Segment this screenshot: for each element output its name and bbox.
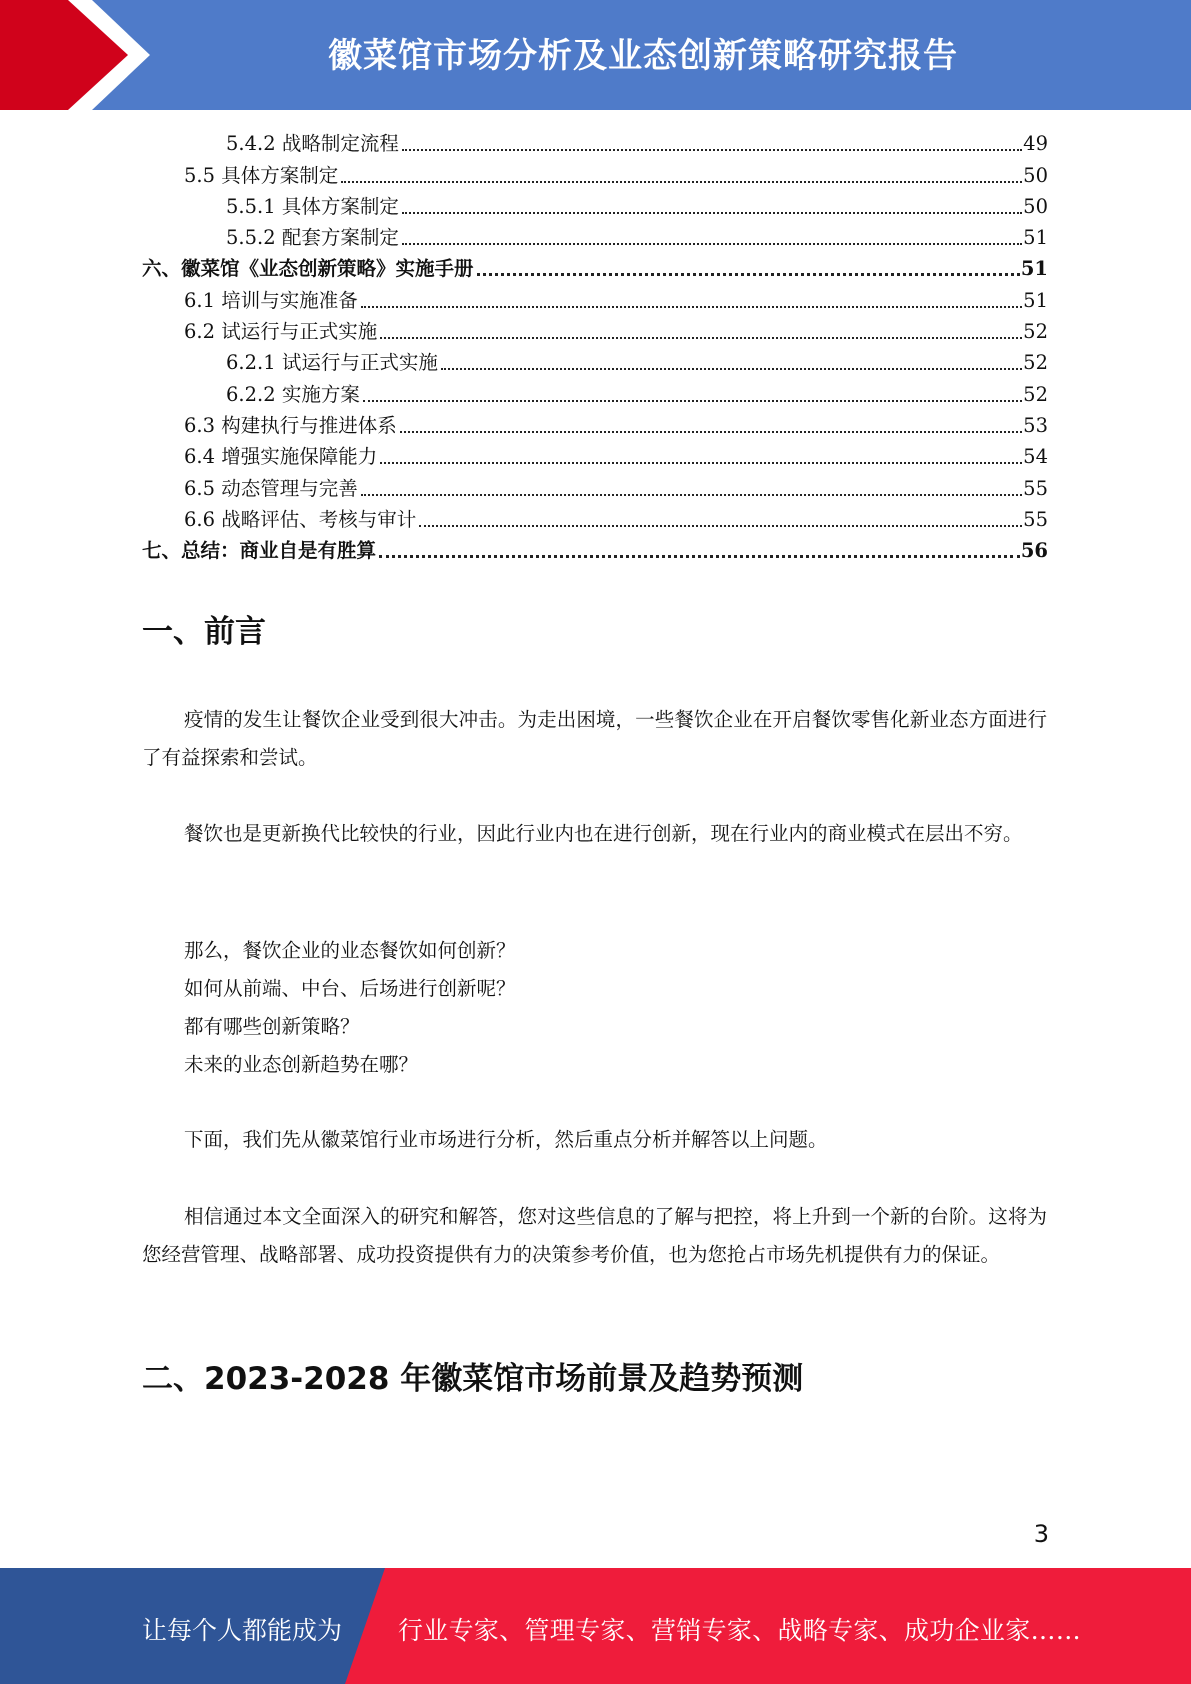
question-item: 都有哪些创新策略？ — [184, 1015, 360, 1038]
toc-entry-page: 56 — [1020, 539, 1048, 563]
page-header — [0, 0, 1191, 110]
toc-dot-leader — [402, 211, 1022, 214]
toc-entry[interactable] — [142, 159, 1048, 190]
toc-dot-leader — [402, 148, 1022, 151]
toc-entry[interactable] — [142, 504, 1048, 535]
toc-dot-leader — [477, 272, 1020, 276]
footer-slogan-left: 让每个人都能成为 — [142, 1616, 343, 1645]
toc-entry-label: 6.2.2 实施方案 — [226, 382, 360, 406]
toc-entry[interactable] — [142, 222, 1048, 253]
section-heading-preface: 一、前言 — [142, 614, 266, 650]
toc-entry-page: 51 — [1023, 226, 1048, 250]
toc-entry-label: 六、徽菜馆《业态创新策略》实施手册 — [142, 257, 474, 281]
toc-entry[interactable] — [142, 316, 1048, 347]
report-title: 徽菜馆市场分析及业态创新策略研究报告 — [328, 36, 958, 76]
toc-dot-leader — [363, 399, 1022, 402]
toc-entry-label: 5.5.1 具体方案制定 — [226, 194, 399, 218]
paragraph: 餐饮也是更新换代比较快的行业，因此行业内也在进行创新，现在行业内的商业模式在层出不穷。 — [184, 822, 1023, 845]
toc-dot-leader — [380, 336, 1022, 339]
toc-dot-leader — [361, 305, 1022, 308]
page-number: 3 — [1033, 1520, 1049, 1548]
paragraph: 疫情的发生让餐饮企业受到很大冲击。为走出困境，一些餐饮企业在开启餐饮零售化新业态方面进行了有益探索和尝试。 — [142, 708, 1047, 769]
page-footer — [0, 1568, 1191, 1684]
paragraph: 下面，我们先从徽菜馆行业市场进行分析，然后重点分析并解答以上问题。 — [184, 1128, 828, 1151]
toc-entry-page: 50 — [1023, 163, 1048, 187]
toc-entry[interactable] — [142, 347, 1048, 378]
toc-dot-leader — [380, 461, 1022, 464]
paragraph: 相信通过本文全面深入的研究和解答，您对这些信息的了解与把控，将上升到一个新的台阶。这将为您经营管理、战略部署、成功投资提供有力的决策参考价值，也为您抢占市场先机提供有力的保证。 — [142, 1205, 1047, 1266]
toc-entry-label: 6.6 战略评估、考核与审计 — [184, 507, 417, 531]
table-of-contents — [142, 128, 1048, 566]
toc-entry-page: 49 — [1023, 132, 1048, 156]
toc-entry-label: 6.3 构建执行与推进体系 — [184, 413, 397, 437]
toc-entry-page: 53 — [1023, 413, 1048, 437]
section-heading-forecast: 二、2023-2028 年徽菜馆市场前景及趋势预测 — [142, 1361, 804, 1397]
toc-entry[interactable] — [142, 378, 1048, 409]
toc-entry-label: 5.4.2 战略制定流程 — [226, 132, 399, 156]
toc-entry-page: 52 — [1023, 351, 1048, 375]
toc-entry-label: 6.2 试运行与正式实施 — [184, 320, 378, 344]
toc-dot-leader — [341, 180, 1022, 183]
toc-entry-page: 50 — [1023, 194, 1048, 218]
question-item: 未来的业态创新趋势在哪？ — [184, 1053, 419, 1076]
toc-entry[interactable] — [142, 253, 1048, 284]
toc-entry-page: 52 — [1023, 382, 1048, 406]
toc-entry-page: 55 — [1023, 507, 1048, 531]
toc-entry-page: 51 — [1020, 257, 1048, 281]
toc-entry-label: 6.4 增强实施保障能力 — [184, 445, 378, 469]
toc-dot-leader — [361, 493, 1022, 496]
question-item: 那么，餐饮企业的业态餐饮如何创新？ — [184, 939, 516, 962]
toc-dot-leader — [379, 554, 1020, 558]
question-list — [184, 932, 516, 1084]
toc-entry[interactable] — [142, 191, 1048, 222]
toc-entry[interactable] — [142, 535, 1048, 566]
toc-entry-label: 6.1 培训与实施准备 — [184, 288, 358, 312]
toc-entry-page: 54 — [1023, 445, 1048, 469]
toc-entry-page: 51 — [1023, 288, 1048, 312]
toc-entry-label: 6.5 动态管理与完善 — [184, 476, 358, 500]
footer-slogan-right: 行业专家、管理专家、营销专家、战略专家、成功企业家…… — [398, 1616, 1082, 1645]
toc-entry[interactable] — [142, 284, 1048, 315]
toc-entry-page: 55 — [1023, 476, 1048, 500]
toc-entry-label: 七、总结：商业自是有胜算 — [142, 539, 377, 563]
toc-entry[interactable] — [142, 472, 1048, 503]
toc-dot-leader — [402, 242, 1022, 245]
toc-dot-leader — [400, 430, 1022, 433]
toc-entry[interactable] — [142, 128, 1048, 159]
toc-entry[interactable] — [142, 410, 1048, 441]
toc-dot-leader — [419, 524, 1022, 527]
toc-entry-label: 6.2.1 试运行与正式实施 — [226, 351, 438, 375]
toc-entry-label: 5.5.2 配套方案制定 — [226, 226, 399, 250]
toc-entry-label: 5.5 具体方案制定 — [184, 163, 339, 187]
toc-entry[interactable] — [142, 441, 1048, 472]
question-item: 如何从前端、中台、后场进行创新呢？ — [184, 977, 516, 1000]
toc-dot-leader — [441, 367, 1022, 370]
toc-entry-page: 52 — [1023, 320, 1048, 344]
